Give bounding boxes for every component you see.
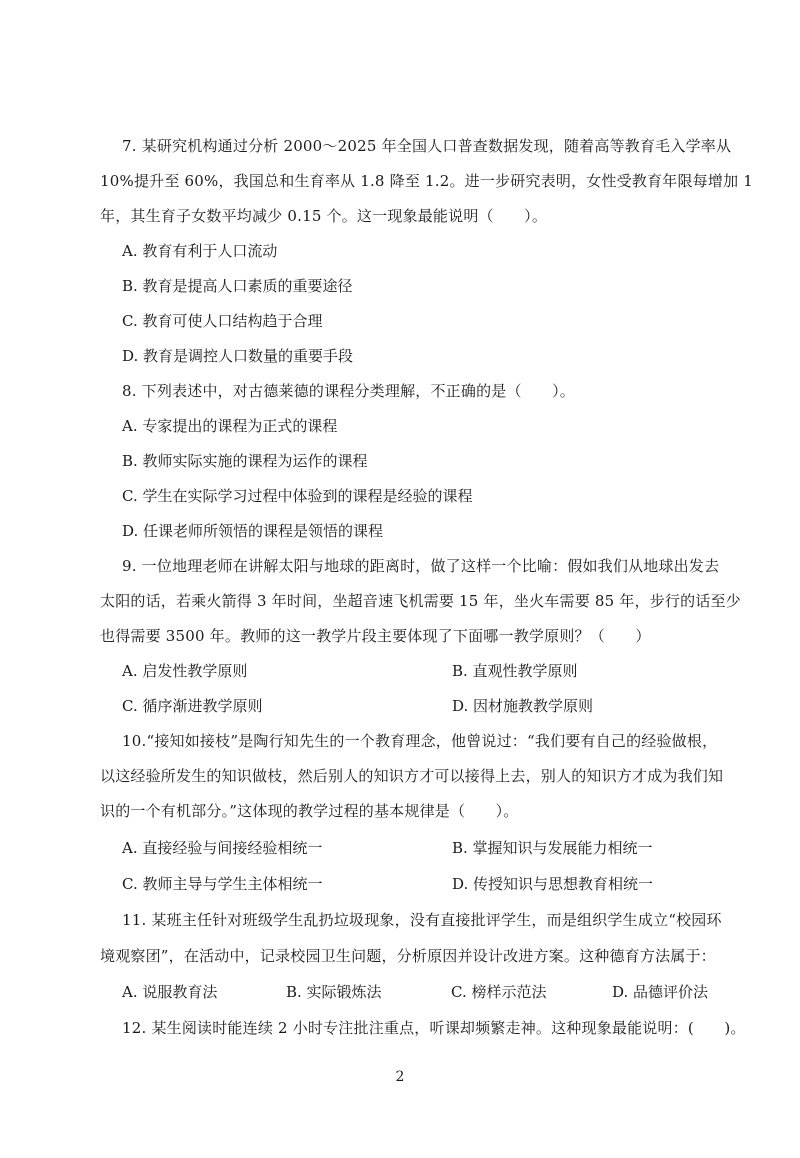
question-10-option-a[interactable]: A. 直接经验与间接经验相统一: [122, 839, 323, 857]
question-9-stem-line-3: 也得需要 3500 年。教师的这一教学片段主要体现了下面哪一教学原则？（ ）: [100, 627, 651, 645]
question-12-stem-line-1: 12. 某生阅读时能连续 2 小时专注批注重点，听课却频繁走神。这种现象最能说明：( )。: [122, 1019, 746, 1037]
question-11-stem-line-1: 11. 某班主任针对班级学生乱扔垃圾现象，没有直接批评学生，而是组织学生成立“校园环: [122, 911, 722, 929]
question-7-stem-line-3: 年，其生育子女数平均减少 0.15 个。这一现象最能说明（ ）。: [100, 207, 548, 225]
question-11-stem-line-2: 境观察团”，在活动中，记录校园卫生问题，分析原因并设计改进方案。这种德育方法属于：: [100, 947, 716, 965]
question-7-option-c[interactable]: C. 教育可使人口结构趋于合理: [122, 312, 323, 330]
question-9-stem-line-2: 太阳的话，若乘火箭得 3 年时间，坐超音速飞机需要 15 年，坐火车需要 85 年，步行的话至少: [100, 592, 741, 610]
question-11-option-a[interactable]: A. 说服教育法: [122, 983, 218, 1001]
question-11-option-c[interactable]: C. 榜样示范法: [451, 983, 547, 1001]
question-8-stem-line-1: 8. 下列表述中，对古德莱德的课程分类理解，不正确的是（ ）。: [122, 382, 575, 400]
question-9-option-c[interactable]: C. 循序渐进教学原则: [122, 697, 263, 715]
question-9-option-d[interactable]: D. 因材施教教学原则: [452, 697, 594, 715]
question-10-option-c[interactable]: C. 教师主导与学生主体相统一: [122, 875, 323, 893]
question-10-stem-line-2: 以这经验所发生的知识做枝，然后别人的知识方才可以接得上去，别人的知识方才成为我们知: [100, 767, 724, 785]
question-10-stem-line-1: 10.“接知如接枝”是陶行知先生的一个教育理念，他曾说过：“我们要有自己的经验做根，: [122, 732, 718, 750]
question-8-option-a[interactable]: A. 专家提出的课程为正式的课程: [122, 417, 338, 435]
question-10-option-d[interactable]: D. 传授知识与思想教育相统一: [452, 875, 654, 893]
question-10-stem-line-3: 识的一个有机部分。”这体现的教学过程的基本规律是（ ）。: [100, 802, 519, 820]
question-8-option-c[interactable]: C. 学生在实际学习过程中体验到的课程是经验的课程: [122, 487, 473, 505]
question-7-option-a[interactable]: A. 教育有利于人口流动: [122, 242, 278, 260]
question-7-stem-line-2: 10%提升至 60%，我国总和生育率从 1.8 降至 1.2。进一步研究表明，女性受教育年限每增加 1: [100, 172, 753, 190]
question-9-stem-line-1: 9. 一位地理老师在讲解太阳与地球的距离时，做了这样一个比喻：假如我们从地球出发去: [122, 557, 720, 575]
question-7-option-d[interactable]: D. 教育是调控人口数量的重要手段: [122, 347, 354, 365]
question-8-option-b[interactable]: B. 教师实际实施的课程为运作的课程: [122, 452, 368, 470]
page-number: 2: [395, 1069, 405, 1085]
question-9-option-a[interactable]: A. 启发性教学原则: [122, 662, 248, 680]
question-10-option-b[interactable]: B. 掌握知识与发展能力相统一: [452, 839, 653, 857]
question-11-option-d[interactable]: D. 品德评价法: [612, 983, 709, 1001]
question-7-stem-line-1: 7. 某研究机构通过分析 2000～2025 年全国人口普查数据发现，随着高等教育毛入学率从: [122, 137, 732, 155]
question-9-option-b[interactable]: B. 直观性教学原则: [452, 662, 578, 680]
question-11-option-b[interactable]: B. 实际锻炼法: [286, 983, 382, 1001]
question-7-option-b[interactable]: B. 教育是提高人口素质的重要途径: [122, 277, 353, 295]
question-8-option-d[interactable]: D. 任课老师所领悟的课程是领悟的课程: [122, 522, 384, 540]
